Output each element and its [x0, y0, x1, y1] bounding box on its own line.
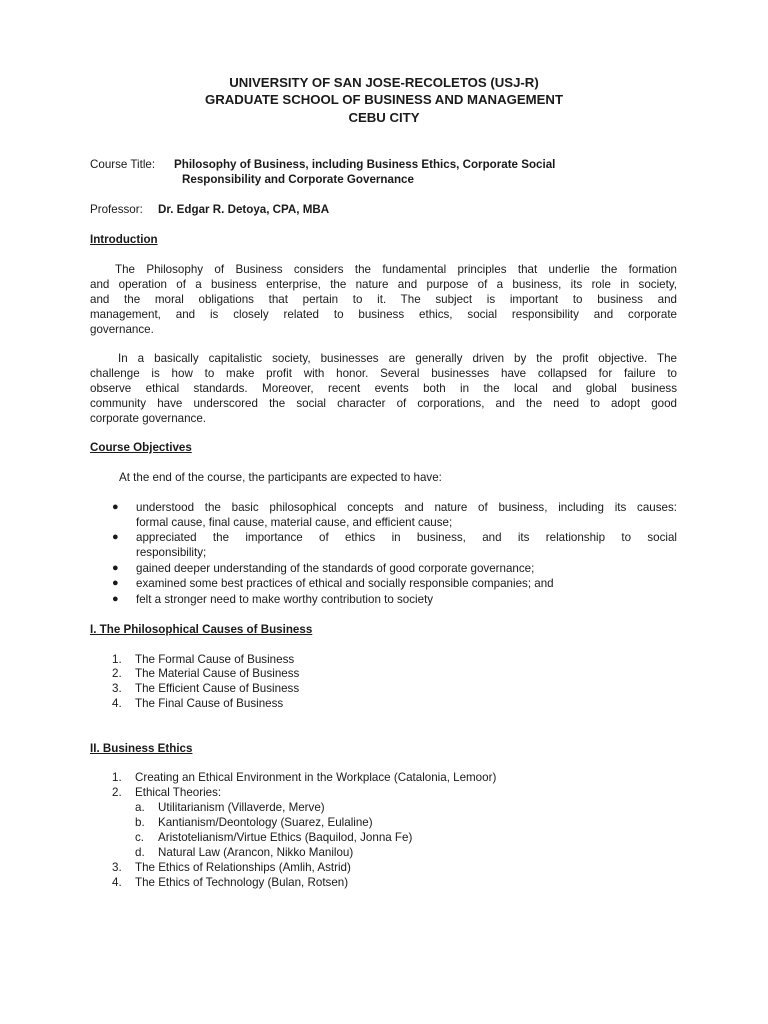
objective-item [112, 576, 677, 591]
item-number: 3. [112, 682, 122, 695]
bullet-icon: ● [112, 531, 119, 543]
objective-item [112, 561, 677, 576]
item-text: Creating an Ethical Environment in the Workplace (Catalonia, Lemoor) [135, 771, 497, 784]
item-text: The Material Cause of Business [135, 667, 300, 680]
subitem-text: Natural Law (Arancon, Nikko Manilou) [158, 846, 354, 859]
intro-p2-line: challenge is how to make profit with honor. Several businesses have collapsed for failure to [90, 367, 677, 380]
bullet-icon: ● [112, 577, 119, 589]
item-number: 2. [112, 667, 122, 680]
professor-name: Dr. Edgar R. Detoya, CPA, MBA [158, 203, 330, 216]
intro-p1-line: and operation of a business enterprise, the nature and purpose of a business, its role in society, [90, 278, 677, 291]
intro-p2-line: community have underscored the social character of corporations, and the need to adopt good [90, 397, 677, 410]
objective-line: formal cause, final cause, material cause, and efficient cause; [136, 516, 453, 529]
intro-p1-line: governance. [90, 323, 154, 336]
item-number: 1. [112, 653, 122, 666]
subitem-letter: b. [135, 816, 145, 829]
introduction-paragraph-1 [90, 262, 677, 337]
item-text: The Ethics of Relationships (Amlih, Astrid) [135, 861, 351, 874]
subitem-text: Utilitarianism (Villaverde, Merve) [158, 801, 325, 814]
item-text: The Efficient Cause of Business [135, 682, 300, 695]
city-name: CEBU CITY [348, 110, 420, 125]
item-number: 4. [112, 697, 122, 710]
section-2-heading: II. Business Ethics [90, 742, 193, 755]
objective-line: gained deeper understanding of the standards of good corporate governance; [136, 562, 535, 575]
item-number: 1. [112, 771, 122, 784]
objective-line: examined some best practices of ethical and socially responsible companies; and [136, 577, 554, 590]
school-name: GRADUATE SCHOOL OF BUSINESS AND MANAGEMENT [204, 92, 564, 107]
section-1-heading: I. The Philosophical Causes of Business [90, 623, 313, 636]
subitem-text: Kantianism/Deontology (Suarez, Eulaline) [158, 816, 373, 829]
subitem-letter: d. [135, 846, 145, 859]
objective-line: felt a stronger need to make worthy contribution to society [136, 593, 434, 606]
intro-p1-line: The Philosophy of Business considers the fundamental principles that underlie the formation [115, 263, 677, 276]
university-name: UNIVERSITY OF SAN JOSE-RECOLETOS (USJ-R) [229, 75, 539, 90]
item-text: The Formal Cause of Business [135, 653, 295, 666]
item-text: Ethical Theories: [135, 786, 222, 799]
objective-item [112, 592, 677, 607]
bullet-icon: ● [112, 501, 119, 513]
objectives-intro: At the end of the course, the participants are expected to have: [119, 471, 442, 484]
course-title-label: Course Title: [90, 158, 156, 171]
objective-line: understood the basic philosophical concepts and nature of business, including its causes: [136, 501, 677, 514]
objective-item [112, 500, 677, 530]
objective-line: appreciated the importance of ethics in business, and its relationship to social [136, 531, 677, 544]
intro-p2-line: In a basically capitalistic society, businesses are generally driven by the profit objective. The [118, 352, 677, 365]
intro-p1-line: management, and is closely related to business ethics, social responsibility and corporate [90, 308, 677, 321]
intro-p1-line: and the moral obligations that pertain to it. The subject is important to business and [90, 293, 677, 306]
subitem-letter: c. [135, 831, 145, 844]
course-title-line2: Responsibility and Corporate Governance [182, 173, 414, 186]
item-number: 2. [112, 786, 122, 799]
introduction-heading: Introduction [90, 233, 158, 246]
intro-p2-line: observe ethical standards. Moreover, recent events both in the local and global business [90, 382, 677, 395]
introduction-paragraph-2 [90, 351, 677, 426]
professor-label: Professor: [90, 203, 143, 216]
item-number: 3. [112, 861, 122, 874]
item-text: The Ethics of Technology (Bulan, Rotsen) [135, 876, 349, 889]
subitem-text: Aristotelianism/Virtue Ethics (Baquilod, Jonna Fe) [158, 831, 413, 844]
objective-item [112, 530, 677, 560]
course-title-line1: Philosophy of Business, including Business Ethics, Corporate Social [174, 158, 556, 171]
objective-line: responsibility; [136, 546, 207, 559]
item-text: The Final Cause of Business [135, 697, 284, 710]
objectives-heading: Course Objectives [90, 441, 192, 454]
bullet-icon: ● [112, 593, 119, 605]
item-number: 4. [112, 876, 122, 889]
subitem-letter: a. [135, 801, 145, 814]
bullet-icon: ● [112, 562, 119, 574]
intro-p2-line: corporate governance. [90, 412, 207, 425]
